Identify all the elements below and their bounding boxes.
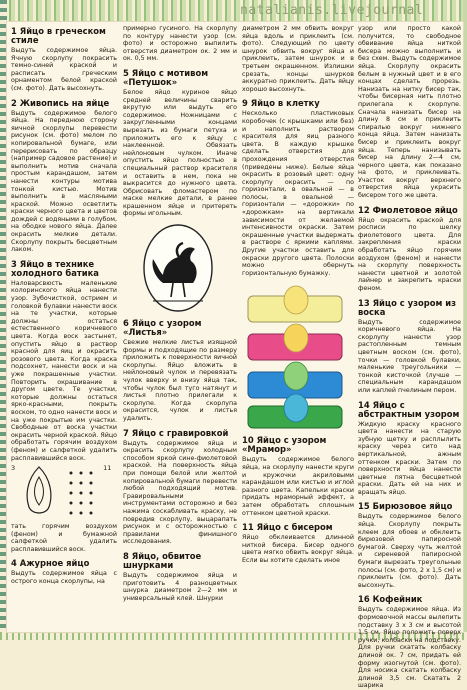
- right-border: [463, 0, 467, 640]
- section-2-title: 2 Живопись на яйце: [11, 97, 110, 108]
- section-11-title: 11 Яйцо с бисером: [242, 522, 333, 533]
- watermark: natalianis.livejournal: [240, 3, 424, 18]
- section-15-text: Выдуть содержимое белого яйца. Скорлупу покрыть клеем для обоев и обклеить бирюзовой папиросной бумагой. Сверху чуть желтой и сиреневой папиросной бумаги вырезать треугольные полосы (см. фото, 2 х 1,5 см) и приклеить (см. фото). Дать высохнуть.: [358, 513, 461, 589]
- section-12-text: Яйцо окрасить краской для росписи по шелку фиолетового цвета. Для закрепления краски обработать яйцо горячим воздухом (феном) и нанести на скорлупу поверхность нанести цветной и золотой лайнер и закрепить краски феном.: [358, 216, 461, 292]
- section-8-title: 8 Яйцо, обвитое шнурками: [123, 550, 202, 570]
- section-6-text: Свежие мелкие листья изящной формы и подходящие по размеру приложить к поверхности яичной скорлупы. Яйцо вложить в нейлоновый чулок и перевязать чулок вверху и внизу яйца так, чтобы чулок был туго натянут и листья плотно прилегали к скорлупе. Когда скорлупа окрасится, чулок и листья удалить.: [123, 339, 237, 422]
- section-16-text: Выдуть содержимое яйца. Из формовочной массы вылепить подставку 3 х 3 см и высотой 1,5 см. Яйцо положить поверх ручки, колбаски на подставку. Для ручки скатать колбаску длиной ок. 7 см, придать ей форму изогнутой (см. фото). Для носика скатать колбаску длиной 3,5 см. Скатать 2 шарика: [358, 606, 461, 690]
- section-10-text: Выдуть содержимое белого яйца, на скорлупу нанести круги и кружочки акриловыми карандашом или кистью и иглой разного цвета. Капельки краски придать мраморный эффект, а затем обработать сплошным оттенком цветной краски.: [242, 456, 354, 517]
- section-3-title: 3 Яйцо в технике холодного батика: [11, 258, 99, 278]
- section-4-title: 4 Ажурное яйцо: [11, 558, 90, 569]
- col2-top-text: примерно гусиного. На скорлупу по контуру нанести узор (см. фото) и осторожно выпилить отверстия диаметром ок. 2 мм и ок. 0,5 мм.: [123, 25, 237, 63]
- section-6-title: 6 Яйцо с узором «Листья»: [123, 318, 202, 338]
- section-5-title: 5 Яйцо с мотивом «Петушок»: [123, 67, 209, 87]
- section-3-tail: тать горячим воздухом (феном) и бумажной салфеткой удалить расплавившийся воск.: [11, 523, 117, 553]
- column-3: [242, 25, 354, 629]
- section-12-title: 12 Фиолетовое яйцо: [358, 204, 458, 215]
- section-1-title: 1 Яйцо в греческом стиле: [11, 26, 106, 45]
- dye-trays-illustration: [242, 280, 352, 430]
- magazine-page: [7, 22, 463, 690]
- section-13-title: 13 Яйцо с узором из воска: [358, 297, 456, 317]
- section-10-title: 10 Яйцо с узором «Мрамор»: [242, 435, 327, 455]
- section-9-title: 9 Яйцо в клетку: [242, 98, 320, 109]
- left-border: [0, 0, 7, 640]
- rooster-egg-illustration: [123, 221, 233, 313]
- column-1: [11, 25, 117, 629]
- dots-template-drawing: [63, 465, 99, 521]
- section-5-text: Белое яйцо куриное яйцо средней величины сварить вкрутую или выдуть его содержимое. Ножницами с закругленными концами вырезать из бумаги петуха и приложить его к яйцу с наклеенной. Обвязать нейлоновым чулком. Иначе опустить яйцо полностью в специальный раствор красителя и оставить в нем, пока не выкрасится до нужного цвета. Обрисовать фломастером по маске мелкие детали, в ранее крашенном яйце и притереть формы игольным.: [123, 88, 237, 218]
- section-2-text: Выдуть содержимое белого яйца. На переднюю сторону яичной скорлупы перевести рисунок (см. фото) мелом по копировальной бумаге, или перерисовать по образцу (например садовое растение) и выполнить мотив сначала простым карандашом, затем нанести контуры мотива тонкой кистью. Мотив выполнить в масляными краской. Можно осветлить краски черного цвета и цветов дождей с водяными в голубом, на ободке нового яйца. Далее окрасить мелкие детали. Скорлупу покрыть бесцветным лаком.: [11, 109, 117, 254]
- section-11-text: Яйцо обклеивается длинной ниткой бисера. Бисер одного цвета мягко обвить вокруг яйца. Если вы хотите сделать иное: [242, 534, 354, 564]
- column-2: [123, 25, 237, 629]
- section-8-text: Выдуть содержимое яйца и приготовить 4 разноцветных шнурка диаметром 2—2 мм и универсальный клей. Шнурки: [123, 571, 237, 602]
- section-3-text: Наловарсвюсть маленькие колоринского яйца нанести узор. Зубочисткой, острием и головкой булавки нанести воск на те участки, которые должны остаться естественного коричневого цвета. Когда воск застынет, опустить яйцо в раствор красной для яиц и окрасить розового цвета. Когда краска подсохнет, нанести воск и на уже покрашенные участки. Повторить окрашивание в другом цвете. Те участки, которые должны остаться ярко-красными, покрыть воском, то одно нанести воск и на уже покрытые им участки. Свободные от воска участки окрасить черной краской. Яйцо обработать горячим воздухом (феном) и салфеткой удалить расплавившийся воск.: [11, 279, 117, 462]
- egg-templates: [11, 465, 117, 521]
- column-4: [358, 25, 461, 690]
- template-number-3: 3: [11, 464, 16, 473]
- col3-top-text: диаметром 2 мм обвить вокруг яйца вдоль и приклеить (см. фото). Следующий по цвету шнурок обвить вокруг яйца и приклеить, затем шнурок и в третьем окрашенном. Излишки срезать, концы шнурков аккуратно приклеить. Дать яйцу хорошо высохнуть.: [242, 25, 354, 93]
- col4-top-text: узор или просто какой получится, то свободное обвивание яйца ниткой бисера можно выполнить и без схем. Выдуть содержимое яйца. Скорлупу окрасить белым в нужный цвет и в его концах сделать прорезь. Нанизать на нитку бисер так, чтобы бисерная нить плотно прилегала к скорлупе. Сначала нанизать бисер на длину 8 см и приклеить спиралью вокруг нижнего конца яйца. Затем нанизать бисер и приклеить вокруг яйца. Теперь нанизывать бисер на длину 2—4 см, черного цвета, как показано на фото, и приклеивать. Участок вокруг верхнего отверстия яйца украсить бисером того же цвета.: [358, 25, 461, 200]
- section-14-text: Жидкую краску красного цвета нанести на старую зубную щетку и расплылить краску через сито над вертикальной, ажным оттенком краски. Затем по поверхности яйца нанести цветные пятна бесцветной краски. Дать ей на них и вращать яйцо.: [358, 420, 461, 496]
- section-15-title: 15 Бирюзовое яйцо: [358, 501, 453, 512]
- section-7-title: 7 Яйцо с гравировкой: [123, 427, 229, 438]
- section-14-title: 14 Яйцо с абстрактным узором: [358, 399, 460, 419]
- section-1-text: Выдуть содержимое яйца. Ячную скорлупу покрасить темно-синей краской и расписать греческим орнаментом белой краской (см. фото). Дать высохнуть.: [11, 47, 117, 92]
- section-16-title: 16 Кофейник: [358, 594, 423, 605]
- section-13-text: Выдуть содержимое коричневого яйца. На скорлупу нанести узор растопленным темным цветным воском (см. фото), точки — головкой булавки, маленькие треугольники — тонкой кисточкой (лучше — специальным карандашом или каплей пчелиным пером.: [358, 318, 461, 394]
- section-4-text: Выдуть содержимое яйца с острого конца скорлупы, на: [11, 570, 117, 586]
- batik-template-drawing: [19, 465, 59, 521]
- section-7-text: Выдуть содержимое яйца и окрасить скорлупу холодным способом яркой сине-фиолетовой краской. На поверхность яйца при помощи белой или желтой копировальной бумаги перевести любой подходящий мотив. Гравировальными инструментами осторожно и без нажима соскабливать краску, не повредив скорлупу, выцарапать рисунок и с осторожностью с правилами финишного исследования.: [123, 439, 237, 546]
- section-9-text: Несколько пластиковых коробочек (с крышками или без) и наполнить раствором красителя для яиц разного цвета. В каждую крышке сделать отверстия для прохождения отверстия (приведены ниже). Белые яйца окрасить в розовый цвет: одну скорлупу окрасить — по горизонтали, в овальной — в полосы, в овальной — горизонтали — «дорожки» по «дорожкам» на вертикали зависимости от желаемой интенсивности окраски. Затем окрашенные участки выдержать в растворе с яркими каплями. Другие участки оставить для окраски другого цвета. Полоски можно обернуть горизонтальную бумажку.: [242, 110, 354, 277]
- template-number-11: 11: [103, 464, 112, 473]
